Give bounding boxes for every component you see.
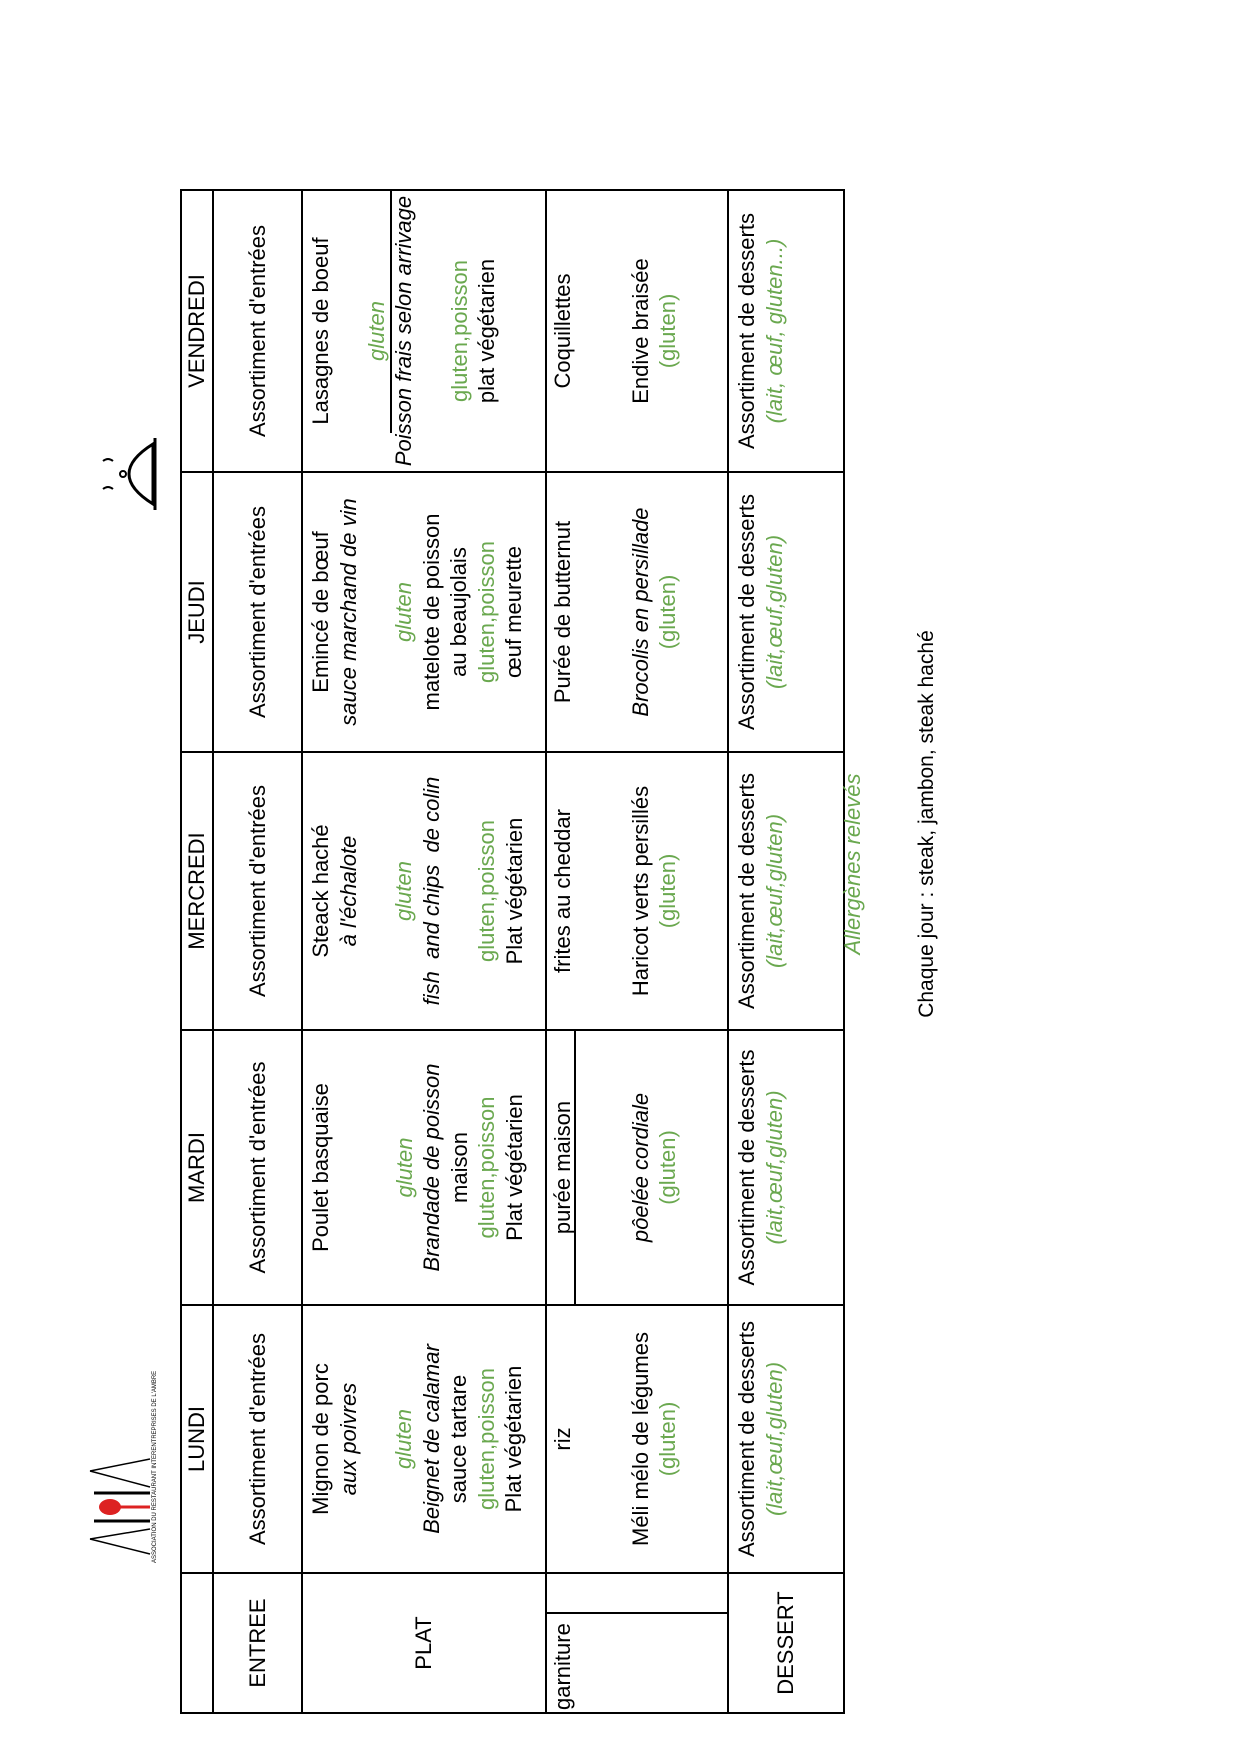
serving-cloche-icon: [95, 434, 165, 514]
dessert-vendredi: Assortiment de desserts (lait, œuf, gluten...): [734, 213, 787, 449]
dessert-jeudi: Assortiment de desserts (lait,œuf,gluten): [734, 494, 787, 730]
entree-mercredi: Assortiment d'entrées: [244, 784, 270, 998]
header-mercredi: MERCREDI: [184, 832, 210, 950]
airia-logo: [80, 1370, 170, 1563]
entree-lundi: Assortiment d'entrées: [244, 1332, 270, 1546]
entree-vendredi: Assortiment d'entrées: [244, 224, 270, 438]
plat-vendredi: Lasagnes de boeuf gluten Poisson frais selon arrivage gluten,poisson plat végétarien: [308, 195, 499, 467]
entree-mardi: Assortiment d'entrées: [244, 1061, 270, 1274]
plat-lundi: Mignon de porc aux poivres gluten Beignet de calamar sauce tartare gluten,poisson Plat végétarien: [308, 1344, 526, 1534]
garniture-jeudi: Purée de butternut Brocolis en persillade (gluten): [550, 507, 680, 717]
plat-mardi: Poulet basquaise gluten Brandade de poisson maison gluten,poisson Plat végétarien: [308, 1063, 527, 1272]
garniture-vendredi: Coquillettes Endive braisée (gluten): [550, 258, 680, 404]
logo-caption: ASSOCIATION DU RESTAURANT INTERENTREPRISES DE L'AMBRE: [152, 1370, 158, 1563]
row-label-dessert: DESSERT: [773, 1591, 799, 1695]
header-jeudi: JEUDI: [184, 580, 210, 644]
daily-note: Chaque jour : steak, jambon, steak haché: [915, 630, 938, 1018]
allergens-note: Allergènes relevés: [840, 773, 865, 955]
dessert-mercredi: Assortiment de desserts (lait,œuf,gluten): [734, 773, 787, 1009]
plat-mercredi: Steack haché à l'échalote gluten fish and chips de colin gluten,poisson Plat végétarien: [308, 776, 527, 1006]
plat-jeudi: Emincé de bœuf sauce marchand de vin gluten matelote de poisson au beaujolais gluten,poisson œuf meurette: [308, 498, 526, 726]
header-vendredi: VENDREDI: [184, 274, 210, 388]
garniture-mercredi: frites au cheddar Haricot verts persillés (gluten): [550, 785, 680, 997]
garniture-lundi: riz Méli mélo de légumes (gluten): [550, 1332, 680, 1546]
header-lundi: LUNDI: [184, 1406, 210, 1473]
dessert-lundi: Assortiment de desserts (lait,œuf,gluten): [734, 1321, 787, 1557]
entree-jeudi: Assortiment d'entrées: [244, 505, 270, 719]
row-label-garniture: garniture: [550, 1623, 575, 1710]
garniture-mardi: purée maison pôelée cordiale (gluten): [550, 1092, 680, 1243]
header-mardi: MARDI: [184, 1132, 210, 1203]
row-label-plat: PLAT: [411, 1616, 437, 1670]
dessert-mardi: Assortiment de desserts (lait,œuf,gluten): [734, 1049, 787, 1286]
row-label-entree: ENTREE: [244, 1598, 270, 1688]
